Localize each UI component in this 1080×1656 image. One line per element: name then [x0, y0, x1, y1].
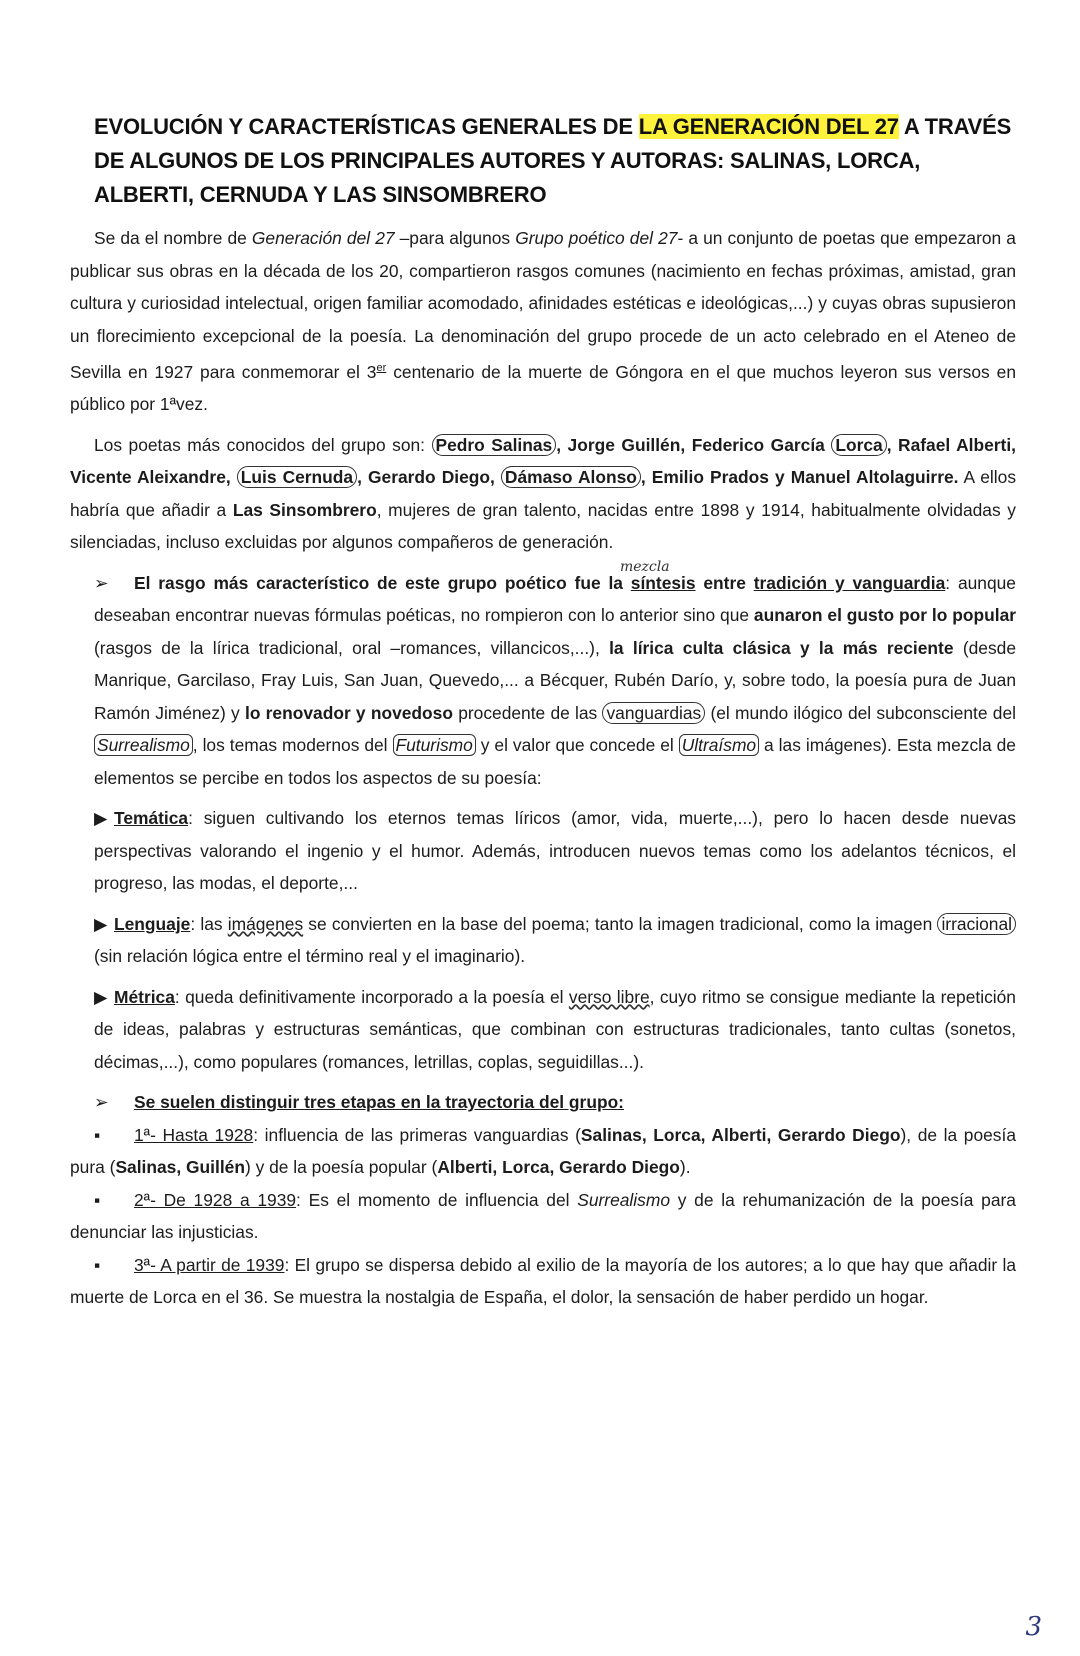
arrow-bullet-icon: ➢	[94, 1092, 109, 1113]
boxed-futurismo: Futurismo	[393, 734, 476, 756]
square-bullet-icon: ▪	[94, 1189, 101, 1210]
circled-cernuda: Luis Cernuda	[237, 466, 357, 488]
boxed-ultraismo: Ultraísmo	[679, 734, 759, 756]
boxed-surrealismo: Surrealismo	[94, 734, 193, 756]
tradicion-vanguardia: tradición y vanguardia	[753, 572, 946, 593]
page-title: EVOLUCIÓN Y CARACTERÍSTICAS GENERALES DE LA GENERACIÓN DEL 27 A TRAVÉS DE ALGUNOS DE LOS PRINCIPALES AUTORES Y AUTORAS: SALINAS, LORCA, ALBERTI, CERNUDA Y LAS SINSOMBRERO	[94, 114, 1012, 207]
etapa-2: ▪ 2ª- De 1928 a 1939: Es el momento de influencia del Surrealismo y de la rehumanización de la poesía para denunciar las injusticias.	[70, 1184, 1016, 1249]
metrica-paragraph: ▶ Métrica: queda definitivamente incorporado a la poesía el verso libre, cuyo ritmo se consigue mediante la repetición de ideas, palabras y estructuras semánticas, que combinan con estructuras tradicionales, tanto cultas (sonetos, décimas,...), como populares (romances, letrillas, coplas, seguidillas...).	[70, 981, 1016, 1079]
document-page	[70, 110, 1016, 1314]
circled-lorca: Lorca	[831, 434, 886, 456]
etapa-1: ▪ 1ª- Hasta 1928: influencia de las primeras vanguardias (Salinas, Lorca, Alberti, Gerardo Diego), de la poesía pura (Salinas, Guillén) y de la poesía popular (Alberti, Lorca, Gerardo Diego).	[70, 1119, 1016, 1184]
square-bullet-icon: ▪	[94, 1254, 101, 1275]
page-number: 3	[1025, 1612, 1042, 1642]
circled-irracional: irracional	[937, 913, 1016, 935]
triangle-bullet-icon: ▶	[94, 808, 108, 829]
rasgo-paragraph: ➢ El rasgo más característico de este grupo poético fue la síntesis entre tradición y vanguardia: aunque deseaban encontrar nuevas fórmulas poéticas, no rompieron con lo anterior sino que aunaron el gusto por lo popular (rasgos de la lírica tradicional, oral –romances, villancicos,...), la lírica culta clásica y la más reciente (desde Manrique, Garcilaso, Fray Luis, San Juan, Quevedo,... a Bécquer, Rubén Darío, y, sobre todo, la poesía pura de Juan Ramón Jiménez) y lo renovador y novedoso procedente de las vanguardias (el mundo ilógico del subconsciente del Surrealismo , los temas modernos del Futurismo y el valor que concede el Ultraísmo a las imágenes). Esta mezcla de elementos se percibe en todos los aspectos de su poesía: mezcla	[70, 567, 1016, 795]
sintesis-word: síntesis	[630, 572, 696, 593]
circled-alonso: Dámaso Alonso	[501, 466, 641, 488]
intro-paragraph: Se da el nombre de Generación del 27 –para algunos Grupo poético del 27- a un conjunto de poetas que empezaron a publicar sus obras en la década de los 20, compartieron rasgos comunes (nacimiento en fechas próximas, amistad, gran cultura y curiosidad intelectual, origen familiar acomodado, afinidades estéticas e ideológicas,...) y cuyas obras supusieron un florecimiento excepcional de la poesía. La denominación del grupo procede de un acto celebrado en el Ateneo de Sevilla en 1927 para conmemorar el 3er centenario de la muerte de Góngora en el que muchos leyeron sus versos en público por 1ªvez.	[70, 228, 1016, 415]
triangle-bullet-icon: ▶	[94, 913, 108, 934]
arrow-bullet-icon: ➢	[94, 572, 109, 593]
lenguaje-paragraph: ▶ Lenguaje: las imágenes se convierten en la base del poema; tanto la imagen tradicional, como la imagen irracional (sin relación lógica entre el término real y el imaginario).	[70, 908, 1016, 973]
triangle-bullet-icon: ▶	[94, 986, 108, 1007]
etapa-3: ▪ 3ª- A partir de 1939: El grupo se dispersa debido al exilio de la mayoría de los autores; a lo que hay que añadir la muerte de Lorca en el 36. Se muestra la nostalgia de España, el dolor, la sensación de haber perdido un hogar.	[70, 1249, 1016, 1314]
etapas-heading: ➢ Se suelen distinguir tres etapas en la trayectoria del grupo:	[70, 1086, 1016, 1119]
circled-vanguardias: vanguardias	[602, 702, 705, 724]
poets-paragraph: Los poetas más conocidos del grupo son: Pedro Salinas , Jorge Guillén, Federico García Lorca , Rafael Alberti, Vicente Aleixandre, Luis Cernuda , Gerardo Diego, Dámaso Alonso , Emilio Prados y Manuel Altolaguirre. A ellos habría que añadir a Las Sinsombrero, mujeres de gran talento, nacidas entre 1898 y 1914, habitualmente olvidadas y silenciadas, incluso excluidas por algunos compañeros de generación.	[70, 434, 1017, 553]
highlighted-text: LA GENERACIÓN DEL 27	[638, 114, 899, 139]
handwritten-note: mezcla	[620, 558, 670, 575]
tematica-paragraph: ▶ Temática: siguen cultivando los eternos temas líricos (amor, vida, muerte,...), pero lo hacen desde nuevas perspectivas valorando el ingenio y el humor. Además, introducen nuevos temas como los adelantos técnicos, el progreso, las modas, el deporte,...	[70, 802, 1016, 900]
square-bullet-icon: ▪	[94, 1124, 101, 1145]
circled-salinas: Pedro Salinas	[432, 434, 557, 456]
